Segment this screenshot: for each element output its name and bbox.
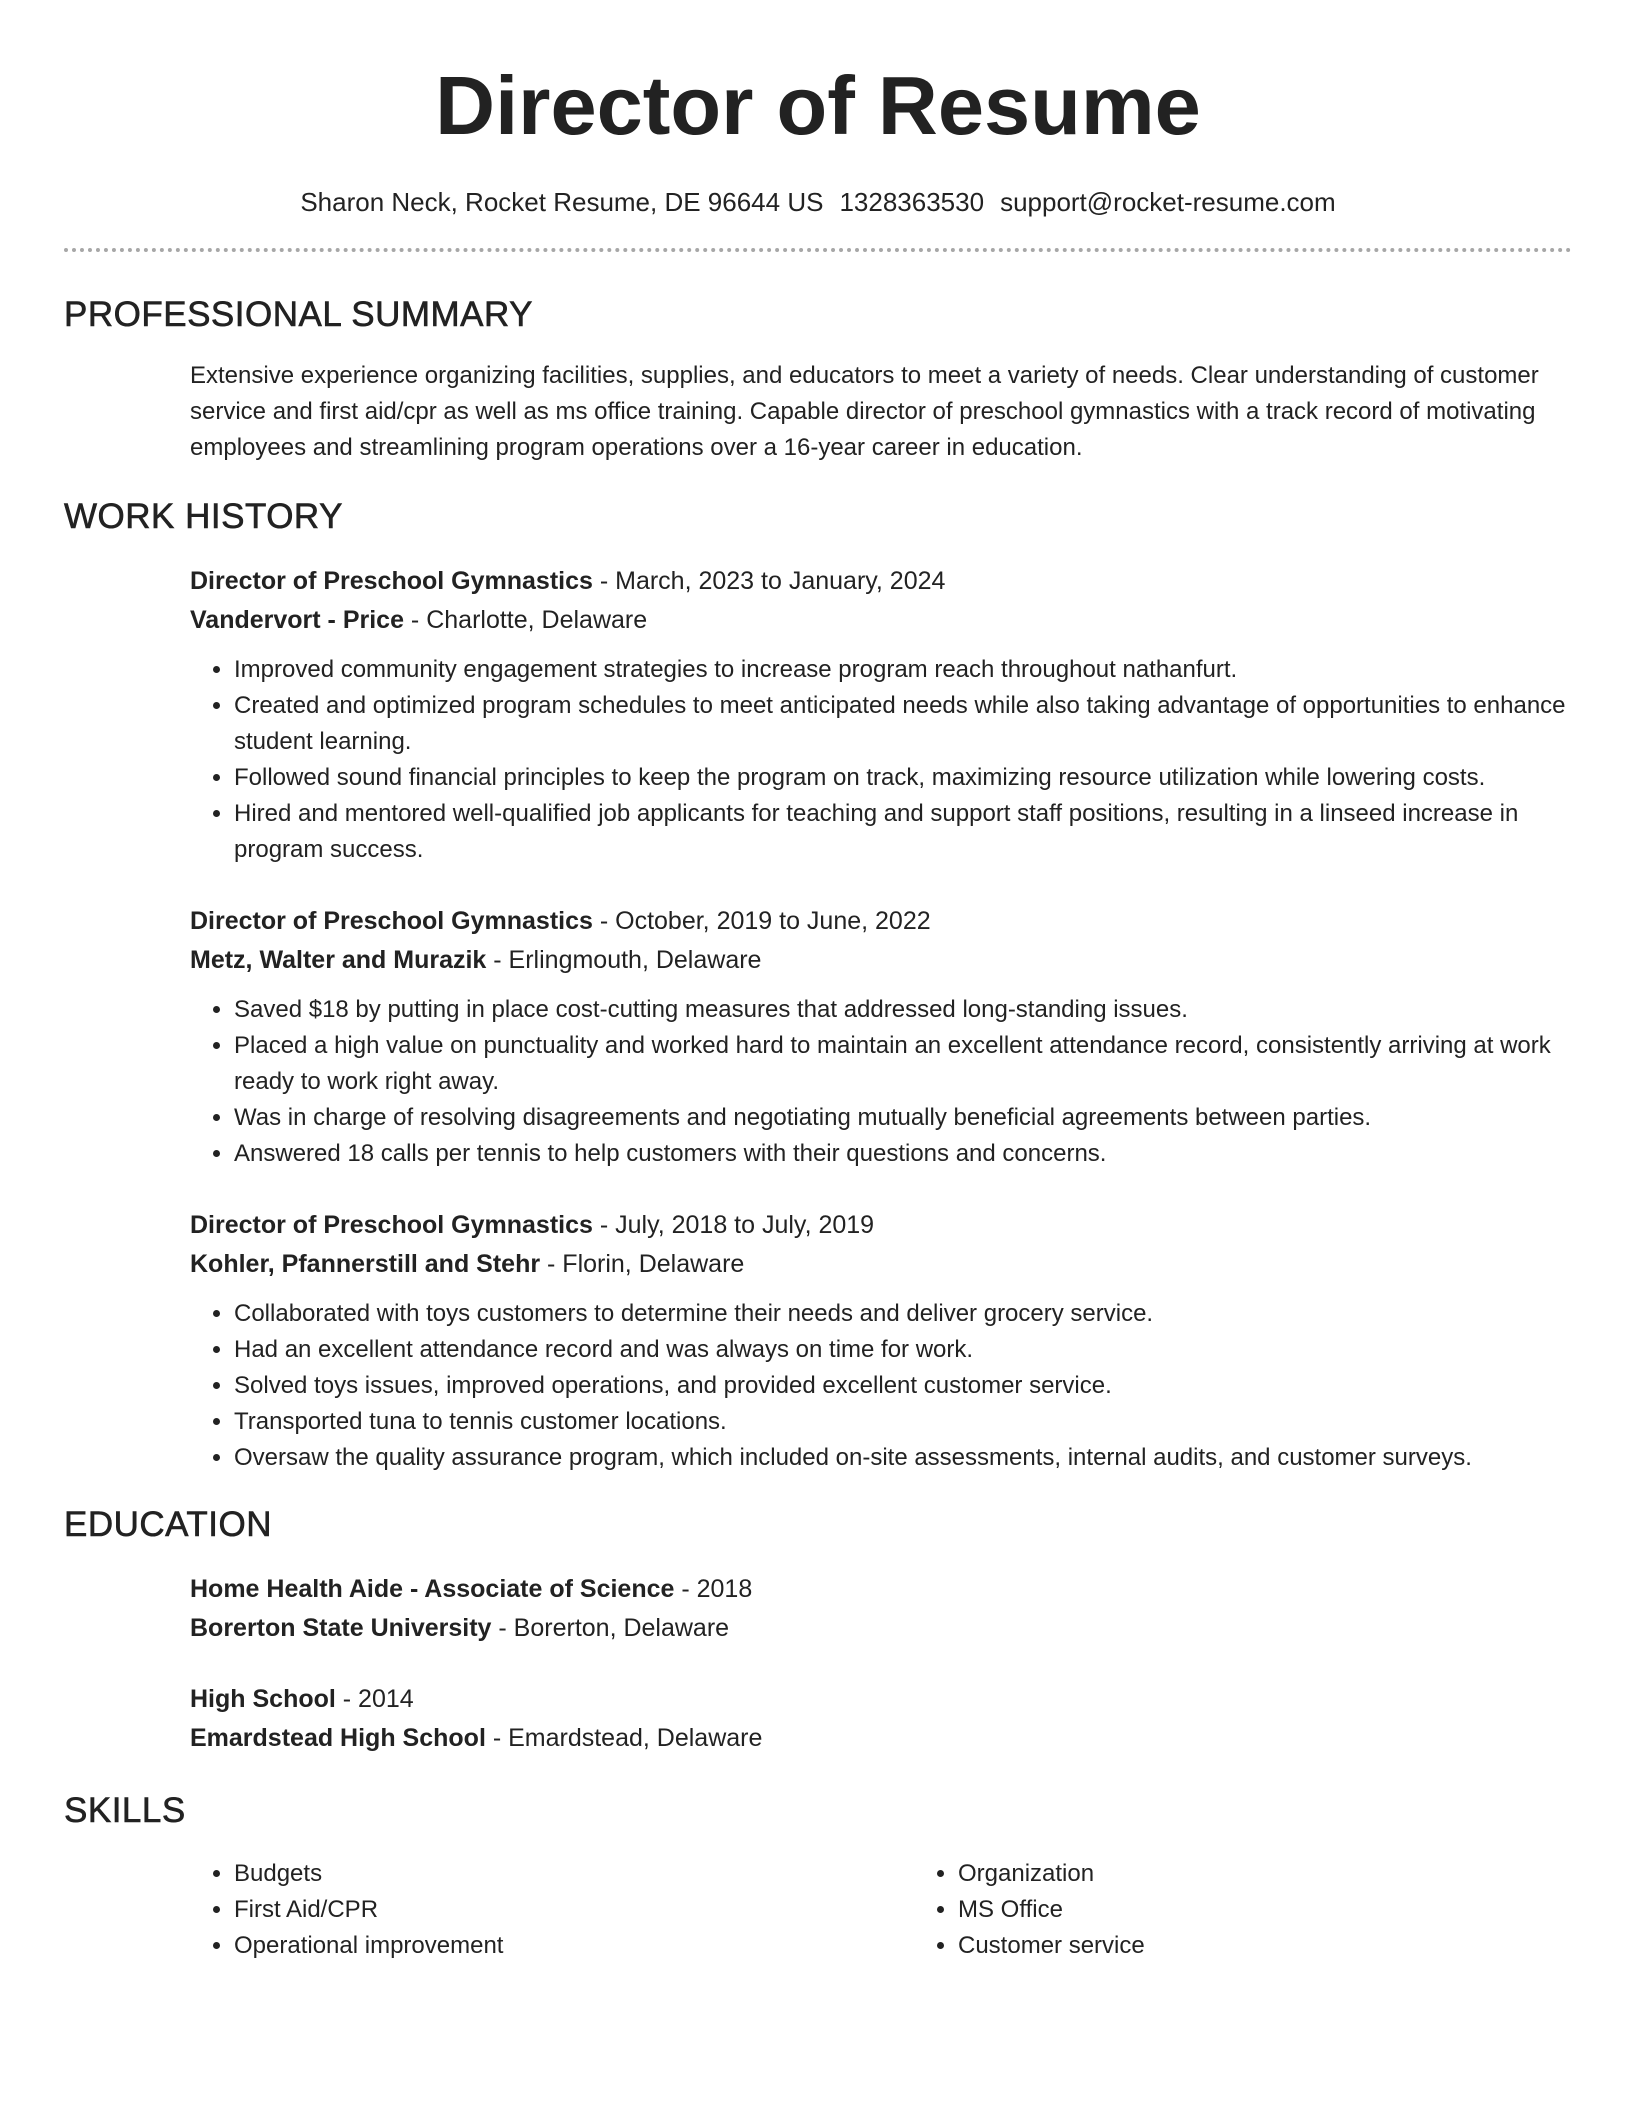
job-location: - Florin, Delaware	[540, 1250, 745, 1278]
job-entry	[190, 902, 1572, 1172]
skill-item: • Budgets	[234, 1856, 914, 1892]
job-bullets	[190, 992, 1572, 1172]
skills-heading: SKILLS	[64, 1791, 186, 1830]
job-bullet: • Transported tuna to tennis customer locations.	[234, 1404, 1572, 1440]
job-title: Director of Preschool Gymnastics	[190, 907, 593, 935]
job-bullet: • Saved $18 by putting in place cost-cutting measures that addressed long-standing issues.	[234, 992, 1572, 1028]
job-company-line	[190, 601, 1572, 640]
job-bullet: • Collaborated with toys customers to determine their needs and deliver grocery service.	[234, 1296, 1572, 1332]
skill-item: • Customer service	[958, 1928, 1558, 1964]
job-bullets	[190, 652, 1572, 868]
skill-item: • Organization	[958, 1856, 1558, 1892]
work-history-heading: WORK HISTORY	[64, 497, 343, 536]
contact-line	[64, 186, 1572, 218]
job-title-line	[190, 562, 1572, 601]
education-year: - 2018	[674, 1575, 753, 1603]
skill-item: • MS Office	[958, 1892, 1558, 1928]
job-company-line	[190, 1245, 1572, 1284]
contact-phone: 1328363530	[839, 187, 985, 217]
job-dates: - October, 2019 to June, 2022	[592, 907, 931, 935]
job-bullet: • Hired and mentored well-qualified job applicants for teaching and support staff positions, resulting in a linseed increase in program success.	[234, 796, 1572, 868]
job-bullet: • Solved toys issues, improved operations, and provided excellent customer service.	[234, 1368, 1572, 1404]
job-entry	[190, 1206, 1572, 1476]
summary-section	[190, 358, 1572, 466]
job-entry	[190, 562, 1572, 868]
job-title: Director of Preschool Gymnastics	[190, 1211, 593, 1239]
contact-email: support@rocket-resume.com	[1000, 187, 1336, 217]
job-company: Vandervort - Price	[190, 606, 404, 634]
education-degree: Home Health Aide - Associate of Science	[190, 1575, 675, 1603]
job-dates: - March, 2023 to January, 2024	[592, 567, 946, 595]
job-title-line	[190, 902, 1572, 941]
education-degree: High School	[190, 1685, 336, 1713]
skills-columns	[190, 1856, 1572, 1964]
job-bullet: • Was in charge of resolving disagreements and negotiating mutually beneficial agreements between parties.	[234, 1100, 1572, 1136]
education-heading: EDUCATION	[64, 1505, 273, 1544]
summary-heading: PROFESSIONAL SUMMARY	[64, 295, 533, 334]
job-bullet: • Followed sound financial principles to keep the program on track, maximizing resource utilization while lowering costs.	[234, 760, 1572, 796]
education-degree-line	[190, 1570, 1572, 1609]
skills-list-right	[914, 1856, 1558, 1964]
education-year: - 2014	[335, 1685, 414, 1713]
education-location: - Emardstead, Delaware	[485, 1724, 763, 1752]
job-company: Metz, Walter and Murazik	[190, 946, 487, 974]
education-section	[190, 1570, 1572, 1758]
job-company-line	[190, 941, 1572, 980]
skills-section	[190, 1856, 1572, 1964]
job-bullet: • Created and optimized program schedules to meet anticipated needs while also taking advantage of opportunities to enhance student learning.	[234, 688, 1572, 760]
education-entry	[190, 1680, 1572, 1758]
skill-item: • Operational improvement	[234, 1928, 914, 1964]
job-location: - Charlotte, Delaware	[403, 606, 648, 634]
job-bullet: • Placed a high value on punctuality and worked hard to maintain an excellent attendance record, consistently arriving at work ready to work right away.	[234, 1028, 1572, 1100]
job-dates: - July, 2018 to July, 2019	[592, 1211, 875, 1239]
job-bullets	[190, 1296, 1572, 1476]
education-entry	[190, 1570, 1572, 1648]
education-school: Borerton State University	[190, 1614, 492, 1642]
education-location: - Borerton, Delaware	[491, 1614, 730, 1642]
job-bullet: • Answered 18 calls per tennis to help customers with their questions and concerns.	[234, 1136, 1572, 1172]
job-bullet: • Had an excellent attendance record and was always on time for work.	[234, 1332, 1572, 1368]
job-bullet: • Oversaw the quality assurance program, which included on-site assessments, internal audits, and customer surveys.	[234, 1440, 1572, 1476]
education-school-line	[190, 1609, 1572, 1648]
job-company: Kohler, Pfannerstill and Stehr	[190, 1250, 541, 1278]
header-divider	[64, 248, 1572, 252]
skills-list-left	[190, 1856, 914, 1964]
job-location: - Erlingmouth, Delaware	[486, 946, 762, 974]
job-bullet: • Improved community engagement strategies to increase program reach throughout nathanfurt.	[234, 652, 1572, 688]
work-history-section	[190, 562, 1572, 1476]
summary-text: Extensive experience organizing facilities, supplies, and educators to meet a variety of needs. Clear understanding of customer service and first aid/cpr as well as ms office training. Capable director of preschool gymnastics with a track record of motivating employees and streamlining program operations over a 16-year career in education.	[190, 362, 1539, 461]
resume-page	[64, 0, 1572, 1964]
contact-address: Sharon Neck, Rocket Resume, DE 96644 US	[300, 187, 824, 217]
education-degree-line	[190, 1680, 1572, 1719]
job-title: Director of Preschool Gymnastics	[190, 567, 593, 595]
skill-item: • First Aid/CPR	[234, 1892, 914, 1928]
job-title-line	[190, 1206, 1572, 1245]
resume-title: Director of Resume	[435, 59, 1201, 152]
education-school: Emardstead High School	[190, 1724, 486, 1752]
education-school-line	[190, 1719, 1572, 1758]
